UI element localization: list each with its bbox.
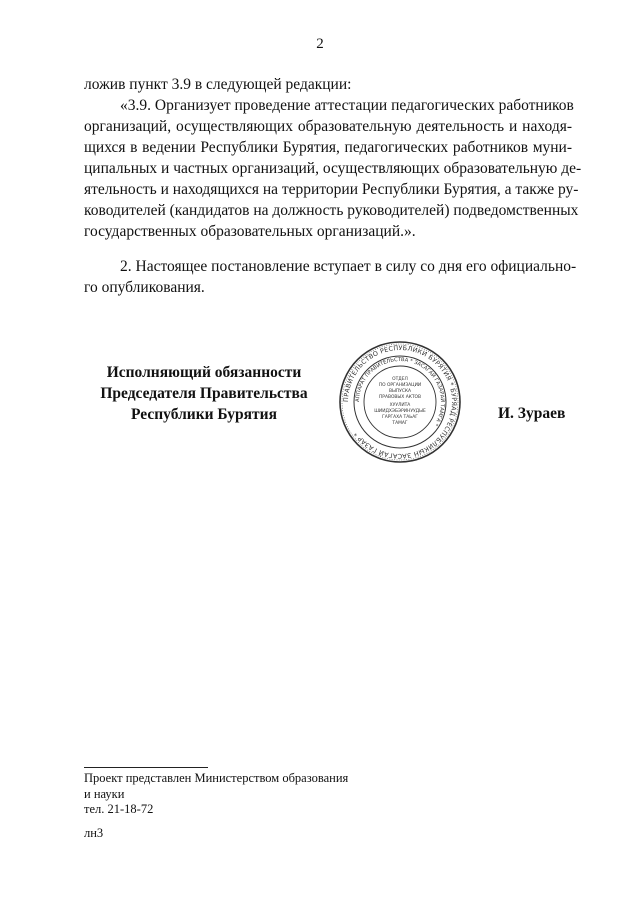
quote-line: «3.9. Организует проведение аттестации педагогических работников [120, 97, 574, 114]
footnote-line: и науки [84, 786, 125, 801]
seal-center-text [374, 376, 426, 426]
official-seal-stamp [338, 340, 462, 464]
svg-text:ОТДЕЛ: ОТДЕЛ [392, 377, 408, 382]
svg-text:ШИИДХЭБЭРИНУУДЫЕ: ШИИДХЭБЭРИНУУДЫЕ [374, 409, 426, 414]
svg-text:ПРАВОВЫХ АКТОВ: ПРАВОВЫХ АКТОВ [379, 395, 421, 400]
quote-line: ководителей (кандидатов на должность руководителей) подведомственных [84, 202, 579, 219]
quote-line: организаций, осуществляющих образовательную деятельность и находя- [84, 118, 572, 135]
page-number: 2 [316, 36, 324, 52]
footnote-phone: тел. 21-18-72 [84, 802, 154, 816]
footnote-divider [84, 767, 208, 768]
svg-text:ТАМАГ: ТАМАГ [392, 421, 408, 426]
signatory-title-line: Исполняющий обязанности [106, 364, 302, 381]
quote-line: ципальных и частных организаций, осуществляющих образовательную де- [84, 160, 582, 177]
signatory-title-line: Председателя Правительства [100, 385, 308, 402]
signatory-title [84, 362, 324, 425]
quote-line: государственных образовательных организаций.». [84, 223, 416, 240]
paragraph-line: 2. Настоящее постановление вступает в силу со дня его официально- [120, 258, 577, 275]
footnote-line: Проект представлен Министерством образования [84, 771, 349, 785]
signer-name: И. Зураев [498, 405, 566, 422]
footnote-code: лн3 [84, 825, 104, 840]
svg-text:ГАРГАХА ТАЬАГ: ГАРГАХА ТАЬАГ [382, 415, 418, 420]
svg-text:ВЫПУСКА: ВЫПУСКА [388, 389, 412, 394]
svg-text:ПО ОРГАНИЗАЦИИ: ПО ОРГАНИЗАЦИИ [378, 383, 422, 388]
seal-inner-text: АППАРАТ ПРАВИТЕЛЬСТВА * ЗАСАГАЙ ГАЗАРАЙ ТАМГА * [354, 356, 446, 427]
paragraph-line: го опубликования. [84, 279, 205, 296]
seal-middle-ring [354, 356, 446, 448]
seal-outer-text: ПРАВИТЕЛЬСТВО РЕСПУБЛИКИ БУРЯТИЯ * БУРЯАД РЕСПУБЛИКЫН ЗАСАГАЙ ГАЗАР * [341, 343, 459, 461]
effective-date-paragraph [84, 256, 577, 298]
quote-line: щихся в ведении Республики Бурятия, педагогических работников муни- [84, 139, 572, 156]
footnote [84, 771, 348, 841]
signatory-title-line: Республики Бурятия [131, 406, 277, 423]
quote-line: ятельность и находящихся на территории Республики Бурятия, а также ру- [84, 181, 579, 198]
lead-line: ложив пункт 3.9 в следующей редакции: [84, 76, 352, 93]
quoted-clause [84, 95, 582, 242]
svg-text:ХУУЛИТА: ХУУЛИТА [389, 403, 411, 408]
